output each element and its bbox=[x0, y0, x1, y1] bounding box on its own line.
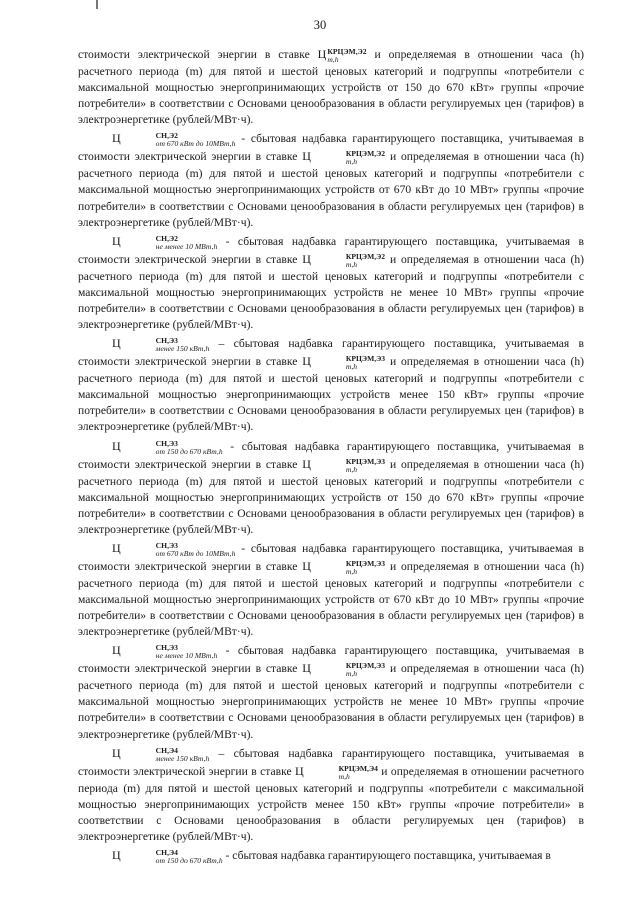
rate-symbol-subscript: m,h bbox=[327, 55, 339, 64]
definition-text-end: и определяемая в отношении часа (h) расчетного периода (m) для пятой и шестой ценовых категорий и подгруппы «потребители с максимальной мощностью энергопринимающих устройств от 150 до 670 кВт» группы «прочие потребители» в соответствии с Основами ценообразования в области регулируемых цен (тарифов) в электроэнергетике (рублей/МВт·ч). bbox=[78, 457, 585, 536]
surcharge-symbol-scripts bbox=[122, 235, 218, 251]
rate-symbol bbox=[302, 149, 386, 167]
definition-paragraph bbox=[78, 130, 584, 230]
rate-symbol-superscript: КРЦЭМ,Э3 bbox=[345, 354, 386, 364]
rate-symbol-superscript: КРЦЭМ,Э4 bbox=[338, 763, 378, 773]
surcharge-symbol bbox=[112, 233, 218, 251]
definition-text: - сбытовая надбавка гарантирующего поставщика, учитываемая в bbox=[222, 849, 551, 862]
definition-text-end: и определяемая в отношении часа (h) расчетного периода (m) для пятой и шестой ценовых категорий и подгруппы «потребители с максимальной мощностью энергопринимающих устройств не менее 10 МВт» группы «прочие потребители» в соответствии с Основами ценообразования в области регулируемых цен (тарифов) в электроэнергетике (рублей/МВт·ч). bbox=[78, 662, 585, 741]
definition-text: - сбытовая надбавка гарантирующего поставщика, учитываемая в стоимости электрической энергии в ставке bbox=[78, 234, 584, 266]
rate-symbol-scripts bbox=[312, 355, 385, 371]
surcharge-symbol bbox=[112, 438, 223, 456]
surcharge-symbol bbox=[112, 848, 223, 865]
rate-symbol-base: Ц bbox=[302, 251, 311, 266]
definition-text: – сбытовая надбавка гарантирующего поставщика, учитываемая в стоимости электрической энергии в ставке bbox=[78, 746, 584, 778]
rate-symbol-superscript: КРЦЭМ,Э2 bbox=[327, 47, 367, 56]
surcharge-symbol-superscript: СН,Э4 bbox=[155, 745, 178, 755]
surcharge-symbol-superscript: СН,Э3 bbox=[155, 540, 178, 550]
rate-symbol-subscript: m,h bbox=[345, 259, 358, 269]
definition-text: - сбытовая надбавка гарантирующего поставщика, учитываемая в стоимости электрической энергии в ставке bbox=[78, 541, 584, 573]
rate-symbol-base: Ц bbox=[302, 456, 311, 471]
definition-text: - сбытовая надбавка гарантирующего поставщика, учитываемая в стоимости электрической энергии в ставке bbox=[78, 644, 584, 676]
surcharge-symbol-subscript: менее 150 кВт,h bbox=[155, 344, 210, 354]
surcharge-symbol-superscript: СН,Э3 bbox=[155, 643, 178, 653]
surcharge-symbol-base: Ц bbox=[112, 848, 121, 862]
rate-symbol bbox=[302, 661, 386, 679]
definition-list bbox=[78, 130, 584, 865]
definition-text: - сбытовая надбавка гарантирующего поставщика, учитываемая в стоимости электрической энергии в ставке bbox=[78, 132, 584, 164]
surcharge-symbol-subscript: от 150 до 670 кВт,h bbox=[155, 856, 223, 865]
surcharge-symbol-subscript: от 670 кВт до 10МВт,h bbox=[155, 548, 236, 558]
surcharge-symbol-scripts bbox=[122, 337, 210, 353]
rate-symbol-subscript: m,h bbox=[345, 669, 358, 679]
surcharge-symbol-base: Ц bbox=[112, 643, 121, 658]
continuation-text-end: и определяемая в отношении часа (h) расчетного периода (m) для пятой и шестой ценовых категорий и подгруппы «потребители с максимальной мощностью энергопринимающих устройств от 150 до 670 кВт» группы «прочие потребители» в соответствии с Основами ценообразования в области регулируемых цен (тарифов) в электроэнергетике (рублей/МВт·ч). bbox=[78, 48, 585, 127]
rate-symbol-scripts bbox=[312, 560, 385, 576]
rate-symbol-subscript: m,h bbox=[338, 771, 350, 781]
rate-symbol: Ц КРЦЭМ,Э2 m,h bbox=[317, 47, 367, 64]
surcharge-symbol-superscript: СН,Э2 bbox=[155, 233, 178, 243]
definition-paragraph bbox=[78, 745, 584, 845]
surcharge-symbol-subscript: от 670 кВт до 10МВт,h bbox=[155, 139, 236, 149]
rate-symbol-superscript: КРЦЭМ,Э3 bbox=[345, 661, 386, 671]
surcharge-symbol-base: Ц bbox=[112, 438, 121, 453]
rate-symbol bbox=[302, 251, 386, 269]
surcharge-symbol bbox=[112, 540, 236, 558]
surcharge-symbol-scripts bbox=[122, 440, 223, 456]
surcharge-symbol-scripts bbox=[122, 849, 223, 865]
rate-symbol bbox=[302, 456, 386, 474]
surcharge-symbol-subscript: менее 150 кВт,h bbox=[155, 753, 210, 763]
rate-symbol-base: Ц bbox=[302, 354, 311, 369]
surcharge-symbol bbox=[112, 745, 210, 763]
definition-paragraph bbox=[78, 438, 584, 538]
definition-text-end: и определяемая в отношении часа (h) расчетного периода (m) для пятой и шестой ценовых категорий и подгруппы «потребители с максимальной мощностью энергопринимающих устройств менее 150 кВт» группы «прочие потребители» в соответствии с Основами ценообразования в области регулируемых цен (тарифов) в электроэнергетике (рублей/МВт·ч). bbox=[78, 355, 585, 434]
rate-symbol-scripts bbox=[312, 150, 385, 166]
surcharge-symbol-subscript: от 150 до 670 кВт,h bbox=[155, 446, 223, 456]
rate-symbol-subscript: m,h bbox=[345, 464, 358, 474]
rate-symbol bbox=[302, 354, 386, 372]
rate-symbol-superscript: КРЦЭМ,Э2 bbox=[345, 149, 386, 159]
document-body bbox=[78, 46, 584, 867]
rate-symbol-superscript: КРЦЭМ,Э2 bbox=[345, 251, 386, 261]
surcharge-symbol bbox=[112, 643, 218, 661]
surcharge-symbol-base: Ц bbox=[112, 336, 121, 351]
rate-symbol-superscript: КРЦЭМ,Э3 bbox=[345, 558, 386, 568]
definition-text-end: и определяемая в отношении расчетного периода (m) для пятой и шестой ценовых категорий и подгруппы «потребители с максимальной мощностью энергопринимающих устройств менее 150 кВт» группы «прочие потребители» в соответствии с Основами ценообразования в области регулируемых цен (тарифов) в электроэнергетике (рублей/МВт·ч). bbox=[78, 764, 584, 843]
rate-symbol-scripts bbox=[312, 253, 385, 269]
definition-text: - сбытовая надбавка гарантирующего поставщика, учитываемая в стоимости электрической энергии в ставке bbox=[78, 439, 584, 471]
rate-symbol bbox=[302, 558, 386, 576]
rate-symbol-scripts bbox=[312, 458, 385, 474]
surcharge-symbol-scripts bbox=[122, 644, 218, 660]
rate-symbol-subscript: m,h bbox=[345, 157, 358, 167]
scan-artifact-mark bbox=[96, 0, 98, 9]
definition-text-end: и определяемая в отношении часа (h) расчетного периода (m) для пятой и шестой ценовых категорий и подгруппы «потребители с максимальной мощностью энергопринимающих устройств от 670 кВт до 10 МВт» группы «прочие потребители» в соответствии с Основами ценообразования в области регулируемых цен (тарифов) в электроэнергетике (рублей/МВт·ч). bbox=[78, 150, 585, 229]
definition-paragraph bbox=[78, 847, 584, 865]
definition-paragraph bbox=[78, 642, 584, 742]
surcharge-symbol-base: Ц bbox=[112, 745, 121, 760]
surcharge-symbol-base: Ц bbox=[112, 131, 121, 146]
continuation-paragraph bbox=[78, 46, 584, 128]
rate-symbol-base: Ц bbox=[295, 763, 304, 778]
surcharge-symbol-base: Ц bbox=[112, 233, 121, 248]
rate-symbol bbox=[295, 763, 378, 781]
definition-paragraph bbox=[78, 540, 584, 640]
surcharge-symbol bbox=[112, 336, 210, 354]
surcharge-symbol-superscript: СН,Э3 bbox=[155, 438, 178, 448]
definition-paragraph bbox=[78, 233, 584, 333]
continuation-text-start: стоимости электрической энергии в ставке bbox=[78, 48, 318, 61]
rate-symbol-subscript: m,h bbox=[345, 566, 358, 576]
surcharge-symbol-scripts bbox=[122, 747, 210, 763]
definition-text-end: и определяемая в отношении часа (h) расчетного периода (m) для пятой и шестой ценовых категорий и подгруппы «потребители с максимальной мощностью энергопринимающих устройств не менее 10 МВт» группы «прочие потребители» в соответствии с Основами ценообразования в области регулируемых цен (тарифов) в электроэнергетике (рублей/МВт·ч). bbox=[78, 252, 585, 332]
surcharge-symbol-base: Ц bbox=[112, 540, 121, 555]
rate-symbol-scripts bbox=[305, 765, 378, 781]
surcharge-symbol-superscript: СН,Э4 bbox=[155, 848, 178, 857]
definition-text-end: и определяемая в отношении часа (h) расчетного периода (m) для пятой и шестой ценовых категорий и подгруппы «потребители с максимальной мощностью энергопринимающих устройств от 670 кВт до 10 МВт» группы «прочие потребители» в соответствии с Основами ценообразования в области регулируемых цен (тарифов) в электроэнергетике (рублей/МВт·ч). bbox=[78, 559, 585, 639]
rate-symbol-superscript: КРЦЭМ,Э3 bbox=[345, 456, 386, 466]
rate-symbol-scripts bbox=[312, 662, 385, 678]
surcharge-symbol-subscript: не менее 10 МВт,h bbox=[155, 651, 218, 661]
surcharge-symbol bbox=[112, 131, 236, 149]
definition-paragraph bbox=[78, 335, 584, 435]
definition-text: – сбытовая надбавка гарантирующего поставщика, учитываемая в стоимости электрической энергии в ставке bbox=[78, 337, 584, 369]
surcharge-symbol-scripts bbox=[122, 542, 236, 558]
rate-symbol-base: Ц bbox=[302, 558, 311, 573]
surcharge-symbol-scripts bbox=[122, 132, 236, 148]
page-number: 30 bbox=[313, 18, 327, 32]
surcharge-symbol-superscript: СН,Э3 bbox=[155, 336, 178, 346]
rate-symbol-base: Ц bbox=[302, 149, 311, 164]
surcharge-symbol-subscript: не менее 10 МВт,h bbox=[155, 241, 218, 251]
rate-symbol-base: Ц bbox=[302, 661, 311, 676]
surcharge-symbol-superscript: СН,Э2 bbox=[155, 131, 178, 141]
rate-symbol-subscript: m,h bbox=[345, 362, 358, 372]
